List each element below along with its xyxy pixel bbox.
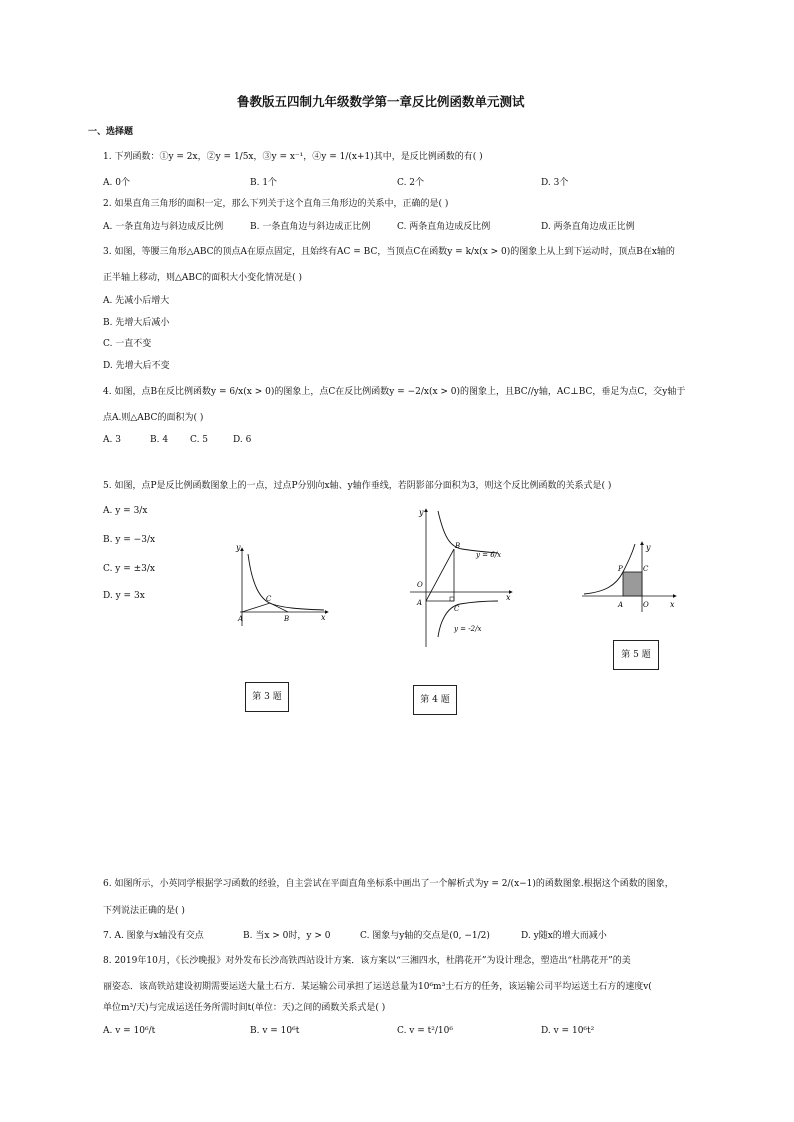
q4-stem-line1: 4. 如图，点B在反比例函数y = 6/x(x > 0)的图象上，点C在反比例函数y = −2/x(x > 0)的图象上，且BC//y轴，AC⊥BC，垂足为点C，交y轴于 [103,387,686,397]
q8-option-c[interactable]: C. v = t²/10⁶ [397,1026,453,1036]
q2-option-a[interactable]: A. 一条直角边与斜边成反比例 [103,222,224,232]
fig5-label-o: O [643,601,649,609]
q5-option-b[interactable]: B. y = −3/x [103,535,156,545]
fig4-label-y: y [419,508,424,517]
q3-option-c[interactable]: C. 一直不变 [103,339,152,349]
fig3-label-y: y [236,543,241,552]
q3-stem-line2: 正半轴上移动，则△ABC的面积大小变化情况是( ) [103,273,302,283]
q4-stem-line2: 点A.则△ABC的面积为( ) [103,413,204,423]
q7-option-d[interactable]: D. y随x的增大而减小 [521,931,607,941]
q5-option-c[interactable]: C. y = ±3/x [103,564,156,574]
fig3-label-b: B [284,615,290,623]
fig5-caption: 第 5 题 [613,640,659,670]
q1-option-d[interactable]: D. 3个 [541,178,569,188]
q7-option-b[interactable]: B. 当x > 0时，y > 0 [243,931,331,941]
fig4-label-a: A [417,599,423,607]
fig4-label-f2: y = -2/x [454,625,482,633]
fig4-label-c: C [454,605,460,613]
fig5-label-y: y [646,543,651,552]
fig4-caption: 第 4 题 [413,685,457,715]
q4-option-c[interactable]: C. 5 [190,435,209,445]
q6-stem-line2: 下列说法正确的是( ) [103,906,185,916]
fig4-label-b: B [455,542,461,550]
q1-option-b[interactable]: B. 1个 [250,178,278,188]
q2-option-d[interactable]: D. 两条直角边成正比例 [541,222,635,232]
fig5-label-a: A [618,601,624,609]
q3-option-d[interactable]: D. 先增大后不变 [103,361,170,371]
fig5-label-x: x [670,600,675,609]
page-title: 鲁教版五四制九年级数学第一章反比例函数单元测试 [237,94,525,109]
q4-option-b[interactable]: B. 4 [150,435,169,445]
fig5-label-c: C [643,565,649,573]
q1-stem: 1. 下列函数：①y = 2x，②y = 1/5x，③y = x⁻¹，④y = 1/(x+1)其中，是反比例函数的有( ) [103,152,483,162]
fig3-caption: 第 3 题 [245,682,289,712]
q6-stem-line1: 6. 如图所示，小英同学根据学习函数的经验，自主尝试在平面直角坐标系中画出了一个解析式为y = 2/(x−1)的函数图象.根据这个函数的图象， [103,879,674,889]
q8-stem-line1: 8. 2019年10月，《长沙晚报》对外发布长沙高铁西站设计方案．该方案以“三湘四水，杜鹃花开”为设计理念，塑造出“杜鹃花开”的美 [103,956,631,966]
q8-option-b[interactable]: B. v = 10⁶t [250,1026,300,1036]
fig4-label-o: O [417,581,423,589]
q2-option-b[interactable]: B. 一条直角边与斜边成正比例 [250,222,371,232]
q5-option-a[interactable]: A. y = 3/x [103,506,148,516]
figure-3 [228,540,338,630]
q5-stem: 5. 如图，点P是反比例函数图象上的一点，过点P分别向x轴、y轴作垂线，若阴影部分面积为3，则这个反比例函数的关系式是( ) [103,481,612,491]
q7-option-a[interactable]: 7. A. 图象与x轴没有交点 [103,931,204,941]
q7-option-c[interactable]: C. 图象与y轴的交点是(0, −1/2) [360,931,490,941]
fig5-label-p: P [618,565,623,573]
fig4-label-x: x [506,593,511,602]
q8-stem-line2: 丽姿态．该高铁站建设初期需要运送大量土石方．某运输公司承担了运送总量为10⁶m³土石方的任务，该运输公司平均运送土石方的速度v( [103,982,652,992]
section-heading: 一、选择题 [88,127,134,137]
fig3-label-x: x [321,613,326,622]
q3-stem-line1: 3. 如图，等腰三角形△ABC的顶点A在原点固定，且始终有AC = BC，当顶点C在函数y = k/x(x > 0)的图象上从上到下运动时，顶点B在x轴的 [103,247,675,257]
q2-option-c[interactable]: C. 两条直角边成反比例 [397,222,491,232]
q8-stem-line3: 单位m³/天)与完成运送任务所需时间t(单位：天)之间的函数关系式是( ) [103,1003,386,1013]
figure-5 [580,538,680,614]
figure-4 [406,505,518,650]
q1-option-a[interactable]: A. 0个 [103,178,130,188]
q4-option-a[interactable]: A. 3 [103,435,121,445]
q8-option-a[interactable]: A. v = 10⁶/t [103,1026,156,1036]
q8-option-d[interactable]: D. v = 10⁶t² [541,1026,595,1036]
q2-stem: 2. 如果直角三角形的面积一定，那么下列关于这个直角三角形边的关系中，正确的是( ) [103,199,449,209]
fig3-label-a: A [238,615,244,623]
q4-option-d[interactable]: D. 6 [233,435,252,445]
q5-option-d[interactable]: D. y = 3x [103,591,145,601]
fig4-label-f1: y = 6/x [476,551,502,559]
q3-option-a[interactable]: A. 先减小后增大 [103,296,170,306]
q1-option-c[interactable]: C. 2个 [397,178,425,188]
q3-option-b[interactable]: B. 先增大后减小 [103,318,170,328]
fig3-label-c: C [266,595,272,603]
